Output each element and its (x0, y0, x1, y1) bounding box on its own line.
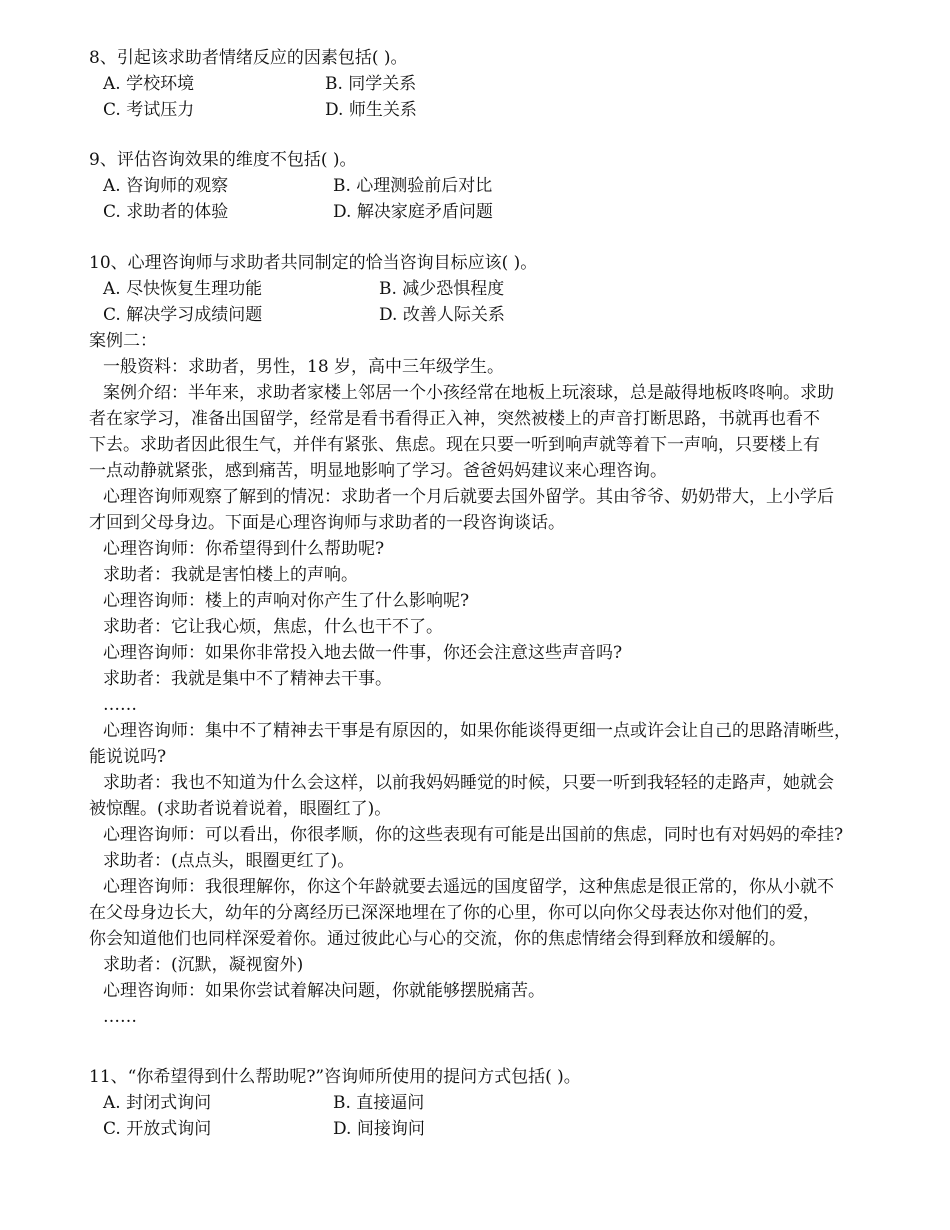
question-9-option-b: B. 心理测验前后对比 (333, 176, 493, 196)
dialogue-line: 在父母身边长大，幼年的分离经历已深深地埋在了你的心里，你可以向你父母表达你对他们的爱， (89, 903, 820, 923)
question-8-option-b: B. 同学关系 (325, 74, 417, 94)
dialogue-line: 心理咨询师：楼上的声响对你产生了什么影响呢? (103, 591, 470, 611)
question-10-options-row-2 (89, 302, 919, 328)
case-line: 才回到父母身边。下面是心理咨询师与求助者的一段咨询谈话。 (89, 513, 565, 533)
dialogue-line: 心理咨询师：你希望得到什么帮助呢? (103, 539, 385, 559)
question-10 (89, 250, 919, 328)
question-9-option-d: D. 解决家庭矛盾问题 (333, 202, 493, 222)
ellipsis-line: …… (103, 695, 137, 715)
question-9 (89, 147, 919, 225)
ellipsis-line: …… (103, 1007, 137, 1027)
dialogue-line: 你会知道他们也同样深爱着你。通过彼此心与心的交流，你的焦虑情绪会得到释放和缓解的。 (89, 929, 786, 949)
case-line: 下去。求助者因此很生气，并伴有紧张、焦虑。现在只要一听到响声就等着下一声响，只要楼上有 (89, 435, 820, 455)
question-9-stem: 9、评估咨询效果的维度不包括( )。 (89, 150, 357, 170)
question-11-options-row-2 (89, 1116, 919, 1142)
case-line: 一般资料：求助者，男性，18 岁，高中三年级学生。 (103, 357, 505, 377)
dialogue-line: 求助者：(点点头，眼圈更红了)。 (103, 851, 355, 871)
question-10-option-c: C. 解决学习成绩问题 (103, 305, 263, 325)
dialogue-line: 被惊醒。(求助者说着说着，眼圈红了)。 (89, 799, 392, 819)
case-study (89, 328, 919, 1030)
question-8-options-row-2 (89, 97, 919, 123)
question-9-options-row-2 (89, 199, 919, 225)
question-9-option-c: C. 求助者的体验 (103, 202, 229, 222)
dialogue-line: 求助者：我就是集中不了精神去干事。 (103, 669, 392, 689)
dialogue-line: 能说说吗? (89, 747, 167, 767)
question-10-option-b: B. 减少恐惧程度 (379, 279, 505, 299)
case-line: 者在家学习，准备出国留学，经常是看书看得正入神，突然被楼上的声音打断思路，书就再也看不 (89, 409, 820, 429)
question-11-option-a: A. 封闭式询问 (103, 1093, 212, 1113)
dialogue-line: 心理咨询师：如果你尝试着解决问题，你就能够摆脱痛苦。 (103, 981, 545, 1001)
question-11-option-d: D. 间接询问 (333, 1119, 425, 1139)
question-8-stem: 8、引起该求助者情绪反应的因素包括( )。 (89, 48, 408, 68)
case-heading: 案例二： (89, 331, 157, 351)
case-line: 案例介绍：半年来，求助者家楼上邻居一个小孩经常在地板上玩滚球，总是敲得地板咚咚响。求助 (103, 383, 834, 403)
dialogue-line: 心理咨询师：如果你非常投入地去做一件事，你还会注意这些声音吗? (103, 643, 623, 663)
case-line: 一点动静就紧张，感到痛苦，明显地影响了学习。爸爸妈妈建议来心理咨询。 (89, 461, 667, 481)
question-11 (89, 1064, 919, 1142)
question-10-option-a: A. 尽快恢复生理功能 (103, 279, 263, 299)
dialogue-line: 心理咨询师：集中不了精神去干事是有原因的，如果你能谈得更细一点或许会让自己的思路清晰些， (103, 721, 851, 741)
dialogue-line: 求助者：我就是害怕楼上的声响。 (103, 565, 358, 585)
case-line: 心理咨询师观察了解到的情况：求助者一个月后就要去国外留学。其由爷爷、奶奶带大，上小学后 (103, 487, 834, 507)
dialogue-line: 心理咨询师：我很理解你，你这个年龄就要去遥远的国度留学，这种焦虑是很正常的，你从小就不 (103, 877, 834, 897)
question-11-stem: 11、“你希望得到什么帮助呢?”咨询师所使用的提问方式包括( )。 (89, 1067, 581, 1087)
question-10-stem: 10、心理咨询师与求助者共同制定的恰当咨询目标应该( )。 (89, 253, 538, 273)
question-9-option-a: A. 咨询师的观察 (103, 176, 229, 196)
question-8-options-row-1 (89, 71, 919, 97)
question-8-option-c: C. 考试压力 (103, 100, 195, 120)
dialogue-line: 心理咨询师：可以看出，你很孝顺，你的这些表现有可能是出国前的焦虑，同时也有对妈妈的牵挂? (103, 825, 844, 845)
dialogue-line: 求助者：它让我心烦，焦虑，什么也干不了。 (103, 617, 443, 637)
question-8 (89, 45, 919, 123)
question-11-option-c: C. 开放式询问 (103, 1119, 212, 1139)
question-9-options-row-1 (89, 173, 919, 199)
question-11-option-b: B. 直接逼问 (333, 1093, 425, 1113)
dialogue-line: 求助者：我也不知道为什么会这样，以前我妈妈睡觉的时候，只要一听到我轻轻的走路声，她就会 (103, 773, 834, 793)
question-10-option-d: D. 改善人际关系 (379, 305, 505, 325)
question-8-option-d: D. 师生关系 (325, 100, 417, 120)
question-10-options-row-1 (89, 276, 919, 302)
dialogue-line: 求助者：(沉默，凝视窗外) (103, 955, 304, 975)
question-11-options-row-1 (89, 1090, 919, 1116)
question-8-option-a: A. 学校环境 (103, 74, 195, 94)
